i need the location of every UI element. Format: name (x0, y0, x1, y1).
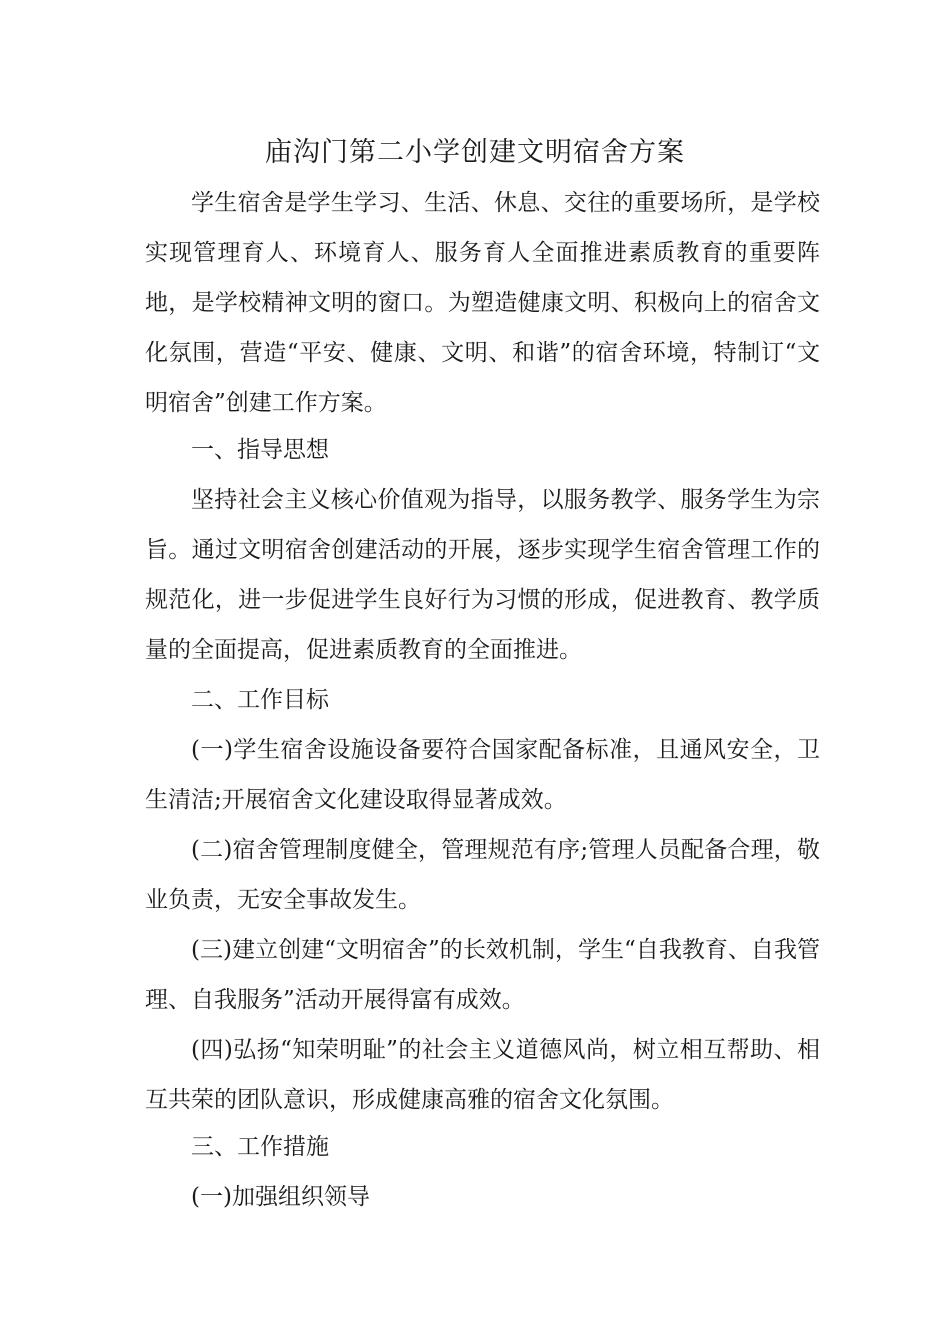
section-heading-work-measures: 三、工作措施 (191, 1134, 329, 1160)
intro-paragraph: 学生宿舍是学生学习、生活、休息、交往的重要场所，是学校实现管理育人、环境育人、服务育人全面推进素质教育的重要阵地，是学校精神文明的窗口。为塑造健康文明、积极向上的宿舍文化氛围，营造“平安、健康、文明、和谐”的宿舍环境，特制订“文明宿舍”创建工作方案。 (145, 190, 820, 416)
guiding-ideology-paragraph: 坚持社会主义核心价值观为指导，以服务教学、服务学生为宗旨。通过文明宿舍创建活动的开展，逐步实现学生宿舍管理工作的规范化，进一步促进学生良好行为习惯的形成，促进教育、教学质量的全面提高，促进素质教育的全面推进。 (145, 487, 820, 663)
goal-item-1: (一)学生宿舍设施设备要符合国家配备标准，且通风安全，卫生清洁;开展宿舍文化建设取得显著成效。 (145, 737, 820, 813)
measure-heading-1: (一)加强组织领导 (191, 1184, 370, 1210)
goal-item-4: (四)弘扬“知荣明耻”的社会主义道德风尚，树立相互帮助、相互共荣的团队意识，形成健康高雅的宿舍文化氛围。 (145, 1037, 820, 1113)
section-heading-work-goals: 二、工作目标 (191, 687, 329, 713)
goal-item-3: (三)建立创建“文明宿舍”的长效机制，学生“自我教育、自我管理、自我服务”活动开展得富有成效。 (145, 937, 820, 1013)
document-title: 庙沟门第二小学创建文明宿舍方案 (265, 137, 685, 168)
goal-item-2: (二)宿舍管理制度健全，管理规范有序;管理人员配备合理，敬业负责，无安全事故发生。 (145, 837, 820, 913)
section-heading-guiding-ideology: 一、指导思想 (191, 437, 329, 463)
